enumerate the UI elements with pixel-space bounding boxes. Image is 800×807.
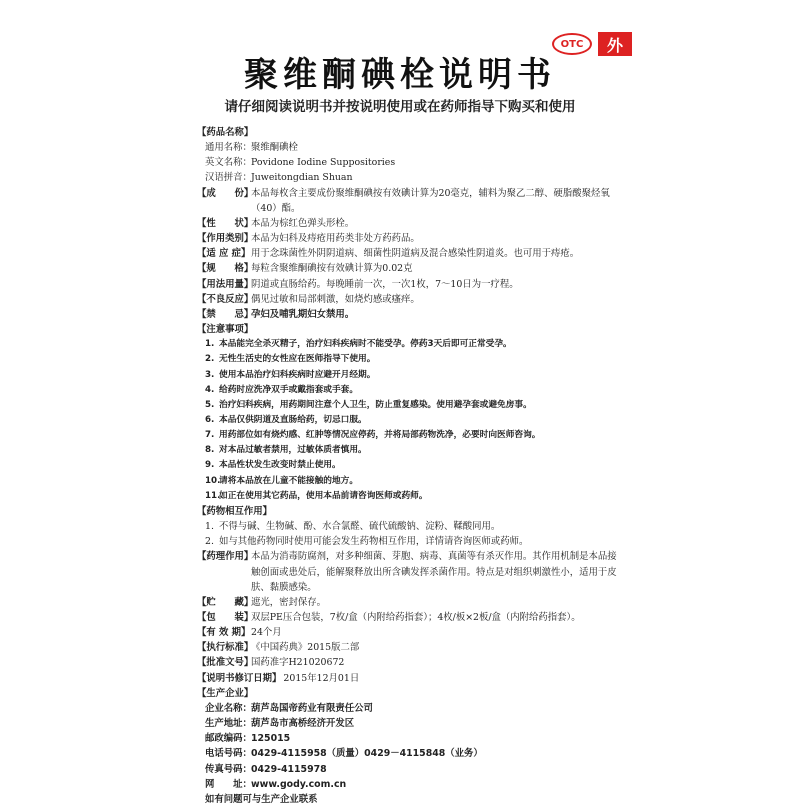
precaution-text: 治疗妇科疾病，用药期间注意个人卫生，防止重复感染。使用避孕套或避免房事。 (219, 399, 532, 410)
english-name-row (197, 155, 647, 170)
specification-label: 【规 格】 (197, 263, 254, 275)
precaution-num: 5. (205, 399, 215, 410)
indications-row (197, 246, 647, 261)
generic-name-row (197, 140, 647, 155)
generic-name-value: 聚维酮碘栓 (251, 142, 298, 154)
validity-row (197, 625, 647, 640)
revision-label: 【说明书修订日期】 (197, 672, 282, 684)
phone-label: 电话号码： (205, 748, 252, 760)
interaction-text: 不得与碱、生物碱、酚、水合氯醛、硫代硫酸钠、淀粉、鞣酸同用。 (219, 521, 501, 533)
standard-label: 【执行标准】 (197, 642, 254, 654)
composition-row-2 (197, 201, 647, 216)
section-precautions-header: 【注意事项】 (197, 324, 254, 336)
section-interactions-header: 【药物相互作用】 (197, 505, 273, 517)
precaution-item (197, 368, 647, 383)
postal-code-value: 125015 (251, 733, 291, 745)
pharmacology-text-3: 肤、黏膜感染。 (251, 581, 317, 593)
character-text: 本品为棕红色弹头形栓。 (251, 217, 355, 229)
phone-row (197, 746, 647, 761)
precaution-num: 2. (205, 354, 215, 365)
precaution-text: 本品能完全杀灭精子，治疗妇科疾病时不能受孕。停药3天后即可正常受孕。 (219, 339, 512, 350)
precaution-item (197, 383, 647, 398)
packaging-text: 双层PE压合包装，7枚/盒（内附给药指套）；4枚/板×2板/盒（内附给药指套）。 (251, 612, 581, 623)
pharmacology-row-2 (197, 565, 647, 580)
precaution-num: 3. (205, 369, 215, 380)
character-label: 【性 状】 (197, 217, 254, 229)
contraindications-row (197, 307, 647, 322)
precaution-num: 9. (205, 460, 215, 471)
pinyin-value: Juweitongdian Shuan (251, 172, 353, 184)
pinyin-row (197, 170, 647, 185)
precaution-text: 给药时应洗净双手或戴指套或手套。 (219, 384, 358, 395)
company-name-label: 企业名称： (205, 702, 252, 714)
usage-label: 【用法用量】 (197, 278, 254, 290)
composition-label: 【成 份】 (197, 187, 254, 199)
precaution-text: 请将本品放在儿童不能接触的地方。 (219, 475, 358, 486)
adverse-label: 【不良反应】 (197, 293, 254, 305)
precaution-text: 如正在使用其它药品，使用本品前请咨询医师或药师。 (219, 490, 428, 501)
document-subtitle: 请仔细阅读说明书并按说明使用或在药师指导下购买和使用 (224, 99, 576, 115)
precaution-text: 使用本品治疗妇科疾病时应避开月经期。 (219, 369, 376, 380)
precaution-text: 无性生活史的女性应在医师指导下使用。 (219, 354, 376, 365)
company-address-label: 生产地址： (205, 718, 252, 730)
pharmacology-text-1: 本品为消毒防腐剂，对多种细菌、芽胞、病毒、真菌等有杀灭作用。其作用机制是本品接 (251, 551, 617, 563)
precaution-text: 用药部位如有烧灼感、红肿等情况应停药，并将局部药物洗净，必要时向医师咨询。 (219, 430, 541, 441)
interaction-item (197, 519, 647, 534)
precaution-text: 本品仅供阴道及直肠给药，切忌口服。 (219, 414, 367, 425)
specification-row (197, 261, 647, 276)
category-row (197, 231, 647, 246)
packaging-row (197, 610, 647, 625)
section-drug-name-header: 【药品名称】 (197, 127, 254, 138)
precaution-item (197, 474, 647, 489)
contact-note: 如有问题可与生产企业联系 (205, 793, 318, 805)
precaution-num: 10. (205, 475, 221, 486)
precaution-num: 1. (205, 339, 215, 350)
storage-row (197, 595, 647, 610)
external-use-badge: 外 (598, 32, 632, 56)
contraindications-label: 【禁 忌】 (197, 308, 254, 320)
composition-row (197, 186, 647, 201)
adverse-row (197, 292, 647, 307)
precaution-num: 7. (205, 430, 215, 441)
standard-text: 《中国药典》2015版二部 (251, 642, 360, 654)
category-text: 本品为妇科及痔疮用药类非处方药药品。 (251, 233, 420, 245)
website-label: 网 址： (205, 778, 252, 790)
website-row (197, 777, 647, 792)
pharmacology-text-2: 触创面或患处后，能解聚释放出所含碘发挥杀菌作用。特点是对组织刺激性小，适用于皮 (251, 566, 617, 578)
postal-code-label: 邮政编码： (205, 733, 252, 745)
composition-text-1: 本品每枚含主要成份聚维酮碘按有效碘计算为20毫克，辅料为聚乙二醇、硬脂酸聚烃氧 (251, 187, 610, 199)
fax-value: 0429-4115978 (251, 763, 327, 775)
interaction-num: 2. (205, 536, 214, 548)
english-name-value: Povidone Iodine Suppositories (251, 157, 396, 169)
revision-row (197, 671, 647, 686)
composition-text-2: （40）酯。 (251, 202, 301, 214)
usage-text: 阴道或直肠给药。每晚睡前一次，一次1枚，7～10日为一疗程。 (251, 278, 519, 290)
pharmacology-row (197, 549, 647, 564)
precaution-item (197, 337, 647, 352)
company-name-row (197, 701, 647, 716)
precaution-num: 4. (205, 384, 215, 395)
generic-name-label: 通用名称： (205, 142, 252, 154)
category-label: 【作用类别】 (197, 233, 254, 245)
usage-row (197, 277, 647, 292)
pharmacology-label: 【药理作用】 (197, 551, 254, 563)
approval-row (197, 655, 647, 670)
precaution-text: 对本品过敏者禁用，过敏体质者慎用。 (219, 445, 367, 456)
standard-row (197, 640, 647, 655)
document-title: 聚维酮碘栓说明书 (244, 55, 556, 95)
storage-text: 遮光，密封保存。 (251, 596, 327, 608)
precaution-text: 本品性状发生改变时禁止使用。 (219, 460, 341, 471)
pinyin-label: 汉语拼音： (205, 172, 252, 184)
precaution-item (197, 413, 647, 428)
precaution-item (197, 489, 647, 504)
postal-code-row (197, 731, 647, 746)
precaution-num: 6. (205, 414, 215, 425)
indications-text: 用于念珠菌性外阴阴道病、细菌性阴道病及混合感染性阴道炎。也可用于痔疮。 (251, 248, 580, 260)
leaflet-body (197, 125, 647, 807)
section-manufacturer-header: 【生产企业】 (197, 687, 254, 699)
precaution-num: 8. (205, 445, 215, 456)
validity-text: 24个月 (251, 627, 282, 639)
precaution-item (197, 443, 647, 458)
revision-text: 2015年12月01日 (283, 672, 360, 684)
packaging-label: 【包 装】 (197, 612, 254, 623)
interaction-item (197, 534, 647, 549)
company-address-row (197, 716, 647, 731)
specification-text: 每粒含聚维酮碘按有效碘计算为0.02克 (251, 263, 413, 275)
english-name-label: 英文名称： (205, 157, 252, 169)
website-value: www.gody.com.cn (251, 778, 347, 790)
contraindications-text: 孕妇及哺乳期妇女禁用。 (251, 308, 355, 320)
phone-value: 0429-4115958（质量）0429－4115848（业务） (251, 748, 483, 760)
precaution-item (197, 398, 647, 413)
storage-label: 【贮 藏】 (197, 596, 254, 608)
precaution-item (197, 352, 647, 367)
interaction-num: 1. (205, 521, 214, 533)
fax-row (197, 762, 647, 777)
company-name-value: 葫芦岛国帝药业有限责任公司 (251, 702, 373, 714)
character-row (197, 216, 647, 231)
validity-label: 【有 效 期】 (197, 627, 251, 639)
adverse-text: 偶见过敏和局部刺激，如烧灼感或瘙痒。 (251, 293, 420, 305)
pharmacology-row-3 (197, 580, 647, 595)
precaution-item (197, 428, 647, 443)
indications-label: 【适 应 症】 (197, 248, 251, 260)
approval-text: 国药准字H21020672 (251, 657, 345, 669)
company-address-value: 葫芦岛市高桥经济开发区 (251, 718, 355, 730)
interaction-text: 如与其他药物同时使用可能会发生药物相互作用，详情请咨询医师或药师。 (219, 536, 529, 548)
approval-label: 【批准文号】 (197, 657, 254, 669)
precaution-item (197, 458, 647, 473)
otc-badge: OTC (552, 33, 592, 55)
fax-label: 传真号码： (205, 763, 252, 775)
precaution-num: 11. (205, 490, 221, 501)
